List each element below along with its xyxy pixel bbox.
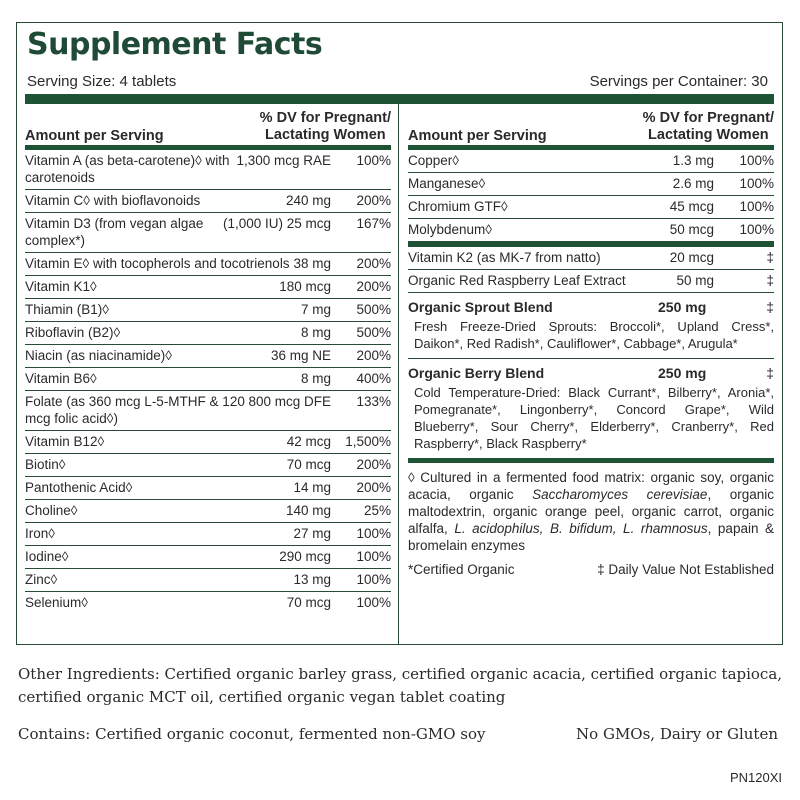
footnote-legend [408, 554, 774, 577]
nutrient-row [25, 569, 391, 592]
left-column-header [25, 104, 391, 150]
nutrient-dv: 100% [356, 595, 391, 610]
nutrient-name: Manganese◊ [408, 176, 486, 191]
nutrient-dv: ‡ [766, 273, 774, 288]
right-nutrient-list [408, 150, 774, 242]
nutrient-dv: 100% [739, 199, 774, 214]
nutrient-row [25, 391, 391, 431]
nutrient-name: Vitamin K2 (as MK-7 from natto) [408, 250, 601, 265]
nutrient-name: Biotin◊ [25, 457, 66, 472]
nutrient-name: Copper◊ [408, 153, 459, 168]
nutrient-amount: 800 mcg DFE [248, 394, 331, 409]
berry-blend-ingredients: Cold Temperature-Dried: Black Currant*, Bilberry*, Aronia*, Pomegranate*, Lingonberry*, Concord Grape*, Wild Blueberry*, Sour Cherry*, Elderberry*, Cranberry*, Red Raspberry*, Black Raspberry* [414, 385, 774, 451]
left-nutrient-list [25, 150, 391, 614]
nutrient-name: Molybdenum◊ [408, 222, 492, 237]
nutrient-dv: 100% [356, 572, 391, 587]
nutrient-amount: 50 mcg [669, 222, 714, 237]
nutrient-row [25, 431, 391, 454]
nutrient-row [25, 150, 391, 190]
nutrient-name: Iodine◊ [25, 549, 69, 564]
nutrient-name: Chromium GTF◊ [408, 199, 508, 214]
nutrient-dv: 100% [739, 222, 774, 237]
nutrient-row [408, 196, 774, 219]
nutrient-row [408, 247, 774, 270]
nutrient-name: Thiamin (B1)◊ [25, 302, 109, 317]
nutrient-name: Vitamin A (as beta-carotene)◊ with carotenoids [25, 153, 230, 185]
panel-title: Supplement Facts [27, 27, 323, 62]
nutrient-row [25, 500, 391, 523]
nutrient-name: Vitamin E◊ with tocopherols and tocotrienols [25, 256, 290, 271]
nutrient-dv: 500% [356, 302, 391, 317]
nutrient-amount: 2.6 mg [672, 176, 714, 191]
nutrient-dv: ‡ [766, 250, 774, 265]
nutrient-dv: 100% [356, 549, 391, 564]
product-code: PN120XI [729, 770, 782, 785]
nutrient-amount: 27 mg [293, 526, 331, 541]
nutrient-dv: 500% [356, 325, 391, 340]
nutrient-row [25, 253, 391, 276]
nutrient-amount: 42 mcg [286, 434, 331, 449]
sprout-blend [408, 293, 774, 358]
nutrient-row [25, 454, 391, 477]
nutrient-row [25, 546, 391, 569]
nutrient-name: Zinc◊ [25, 572, 58, 587]
nutrient-row [408, 270, 774, 293]
column-divider [398, 104, 399, 645]
nutrient-amount: 70 mcg [286, 457, 331, 472]
nutrient-name: Folate (as 360 mcg L-5-MTHF & 120 mcg folic acid◊) [25, 394, 245, 426]
no-gmo-statement: No GMOs, Dairy or Gluten [576, 725, 778, 743]
contains-statement: Contains: Certified organic coconut, fermented non-GMO soy [18, 725, 486, 743]
nutrient-row [25, 322, 391, 345]
supplement-facts-panel [16, 22, 783, 645]
nutrient-name: Niacin (as niacinamide)◊ [25, 348, 172, 363]
other-ingredients: Other Ingredients: Certified organic barley grass, certified organic acacia, certified organic tapioca, certified organic MCT oil, certified organic vegan tablet coating [18, 665, 783, 706]
nutrient-name: Choline◊ [25, 503, 78, 518]
amount-per-serving-label: Amount per Serving [408, 128, 547, 144]
nutrient-name: Iron◊ [25, 526, 55, 541]
header-divider [25, 94, 774, 104]
nutrient-row [25, 592, 391, 614]
nutrient-amount: 14 mg [293, 480, 331, 495]
left-column [25, 104, 391, 614]
nutrient-amount: 7 mg [300, 302, 331, 317]
nutrient-dv: 167% [356, 216, 391, 231]
nutrient-dv: 200% [356, 279, 391, 294]
sprout-blend-ingredients: Fresh Freeze-Dried Sprouts: Broccoli*, Upland Cress*, Daikon*, Red Radish*, Cauliflower*, Cabbage*, Arugula* [414, 319, 774, 351]
nutrient-name: Vitamin B12◊ [25, 434, 105, 449]
nutrient-amount: 8 mg [300, 325, 331, 340]
nutrient-dv: 200% [356, 480, 391, 495]
nutrient-dv: 100% [739, 176, 774, 191]
nutrient-row [25, 213, 391, 253]
nutrient-amount: 36 mg NE [270, 348, 331, 363]
nutrient-dv: 25% [363, 503, 391, 518]
amount-per-serving-label: Amount per Serving [25, 128, 164, 144]
serving-size: Serving Size: 4 tablets [27, 73, 177, 90]
nutrient-name: Pantothenic Acid◊ [25, 480, 133, 495]
nutrient-name: Selenium◊ [25, 595, 88, 610]
berry-blend-name: Organic Berry Blend [408, 365, 545, 381]
nutrient-name: Vitamin K1◊ [25, 279, 97, 294]
nutrient-amount: 50 mg [676, 273, 714, 288]
nutrient-amount: 180 mcg [279, 279, 331, 294]
nutrient-amount: (1,000 IU) 25 mcg [222, 216, 331, 231]
nutrient-dv: 100% [739, 153, 774, 168]
nutrient-amount: 45 mcg [669, 199, 714, 214]
dv-label: % DV for Pregnant/ Lactating Women [642, 110, 774, 143]
nutrient-dv: 100% [356, 526, 391, 541]
nutrient-name: Vitamin B6◊ [25, 371, 97, 386]
nutrient-dv: 1,500% [345, 434, 391, 449]
nutrient-amount: 290 mcg [279, 549, 331, 564]
nutrient-amount: 1.3 mg [672, 153, 714, 168]
nutrient-row [25, 523, 391, 546]
nutrient-dv: 133% [356, 394, 391, 409]
cultured-footnote: ◊ Cultured in a fermented food matrix: organic soy, organic acacia, organic Saccharomyces cerevisiae, organic maltodextrin, organic orange peel, organic carrot, organic alfalfa, L. acidophilus, B. bifidum, L. rhamnosus, papain & bromelain enzymes [408, 470, 775, 553]
nutrient-dv: 100% [356, 153, 391, 168]
servings-per-container: Servings per Container: 30 [589, 73, 768, 90]
nutrient-row [25, 345, 391, 368]
berry-blend-dv: ‡ [766, 365, 774, 381]
nutrient-name: Vitamin C◊ with bioflavonoids [25, 193, 201, 208]
nutrient-row [25, 190, 391, 213]
berry-blend [408, 359, 774, 458]
nutrient-row [408, 150, 774, 173]
nutrient-amount: 140 mg [285, 503, 331, 518]
dv-label: % DV for Pregnant/ Lactating Women [259, 110, 391, 143]
nutrient-row [25, 477, 391, 500]
nutrient-amount: 8 mg [300, 371, 331, 386]
nutrient-row [408, 219, 774, 242]
nutrient-dv: 200% [356, 457, 391, 472]
nutrient-amount: 13 mg [293, 572, 331, 587]
sprout-blend-amount: 250 mg [658, 299, 707, 315]
nutrient-row [408, 173, 774, 196]
sprout-blend-dv: ‡ [766, 299, 774, 315]
nutrient-row [25, 368, 391, 391]
nutrient-dv: 200% [356, 256, 391, 271]
certified-organic-note: *Certified Organic [408, 562, 515, 577]
sprout-blend-name: Organic Sprout Blend [408, 299, 553, 315]
nutrient-dv: 400% [356, 371, 391, 386]
berry-blend-amount: 250 mg [658, 365, 707, 381]
dv-not-established-note: ‡ Daily Value Not Established [597, 562, 774, 577]
nutrient-name: Organic Red Raspberry Leaf Extract [408, 273, 626, 288]
right-column-header [408, 104, 774, 150]
nutrient-amount: 240 mg [285, 193, 331, 208]
nutrient-row [25, 299, 391, 322]
nutrient-amount: 20 mcg [669, 250, 714, 265]
nutrient-name: Vitamin D3 (from vegan algae complex*) [25, 216, 204, 248]
nutrient-dv: 200% [356, 193, 391, 208]
right-nutrient-list-2 [408, 247, 774, 293]
nutrient-dv: 200% [356, 348, 391, 363]
nutrient-amount: 38 mg [293, 256, 331, 271]
nutrient-row [25, 276, 391, 299]
nutrient-amount: 70 mcg [286, 595, 331, 610]
nutrient-name: Riboflavin (B2)◊ [25, 325, 121, 340]
nutrient-amount: 1,300 mcg RAE [236, 153, 331, 168]
right-column [408, 104, 774, 577]
